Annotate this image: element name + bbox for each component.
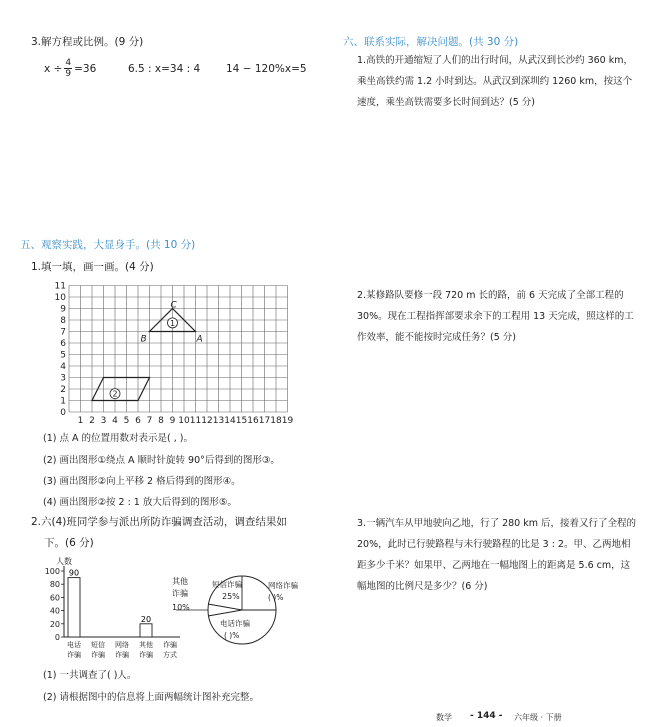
grid-x-tick: 13 (212, 416, 225, 426)
section-5-title: 五、观察实践，大显身手。(共 10 分) (20, 239, 196, 251)
q1-title: 1.填一填，画一画。(4 分) (31, 261, 154, 273)
bar-chart-ylabel: 人数 (56, 557, 72, 566)
bar-chart-category-label: 方式 (163, 651, 177, 659)
grid-y-tick: 3 (60, 373, 66, 384)
grid-y-tick: 8 (60, 316, 66, 326)
pie-phone-label: 电话诈骗 (220, 619, 250, 628)
pie-chart (162, 570, 322, 650)
point-c-label: C (170, 300, 177, 311)
q1-sub-1: (1) 点 A 的位置用数对表示是( , )。 (43, 433, 193, 444)
shape-2-number: 2 (112, 389, 118, 399)
grid-x-tick: 3 (100, 416, 107, 426)
q1-sub-4: (4) 画出图形②按 2 : 1 放大后得到的图形⑤。 (43, 497, 237, 508)
bar-chart-category-label: 网络 (115, 641, 129, 649)
coordinate-grid (52, 276, 302, 428)
pie-other-label-2: 诈骗 (172, 589, 188, 598)
grid-y-tick: 5 (60, 350, 66, 361)
grid-x-tick: 12 (201, 416, 213, 426)
section-6-q2: 2.某修路队要修一段 720 m 长的路，前 6 天完成了全部工程的 30%。现在工程指挥部要求余下的工程用 13 天完成，照这样的工作效率，能不能按时完成任务？(5 分) (357, 290, 634, 343)
footer-subject: 数学 (436, 713, 452, 722)
grid-y-tick: 4 (60, 362, 66, 372)
bar-chart-y-tick: 60 (49, 593, 60, 603)
shape-1-number: 1 (169, 318, 176, 328)
pie-phone-pct: ( )% (224, 631, 240, 640)
grid-x-tick: 8 (158, 416, 164, 426)
footer-page: - 144 - (470, 711, 503, 721)
grid-x-tick: 5 (123, 416, 130, 426)
pie-other-label-1: 其他 (172, 577, 188, 586)
section-6-q1: 1.高铁的开通缩短了人们的出行时间，从武汉到长沙约 360 km，乘坐高铁约需 1.2 小时到达。从武汉到深圳约 1260 km，按这个速度，乘坐高铁需要多长时间到达？(5 分) (357, 55, 633, 108)
grid-y-tick: 7 (60, 327, 66, 338)
footer-grade: 六年级 · 下册 (514, 713, 562, 722)
grid-x-tick: 6 (135, 416, 141, 426)
grid-x-tick: 17 (258, 416, 271, 426)
bar-chart-y-tick: 80 (49, 580, 60, 590)
pie-sms-pct: 25% (222, 592, 240, 601)
q1-sub-2: (2) 画出图形①绕点 A 顺时针旋转 90°后得到的图形③。 (43, 455, 280, 466)
bar-chart-category-label: 诈骗 (115, 651, 129, 659)
pie-net-pct: ( )% (268, 593, 284, 602)
eq1-denominator: 9 (65, 69, 72, 79)
bar (68, 578, 80, 637)
bar-chart-category-label: 诈骗 (91, 651, 105, 659)
section-6-title: 六、联系实际，解决问题。(共 30 分) (343, 36, 519, 48)
grid-x-tick: 10 (178, 416, 190, 426)
equation-1 (44, 58, 96, 79)
point-a-label: A (196, 334, 203, 345)
bar-chart-category-label: 电话 (67, 641, 81, 649)
grid-x-tick: 14 (224, 416, 236, 426)
bar-value-label: 90 (68, 568, 80, 578)
grid-y-tick: 1 (60, 396, 66, 407)
bar-chart-category-label: 诈骗 (67, 651, 81, 659)
bar-value-label: 20 (140, 614, 152, 624)
q2-line-2: 下。(6 分) (44, 537, 94, 549)
pie-sms-label: 短信诈骗 (212, 580, 242, 589)
grid-x-tick: 2 (89, 416, 95, 426)
equation-3: 14 − 120%x=5 (226, 63, 307, 75)
point-b-label: B (140, 334, 147, 345)
eq1-suffix: =36 (74, 62, 97, 75)
grid-x-tick: 11 (189, 416, 202, 426)
grid-x-tick: 15 (235, 416, 248, 426)
grid-y-tick: 11 (54, 281, 66, 292)
grid-x-tick: 9 (169, 416, 176, 426)
q2-sub-2: (2) 请根据图中的信息将上面两幅统计图补充完整。 (43, 692, 259, 703)
bar-chart-category-label: 诈骗 (163, 641, 177, 649)
pie-other-pct: 10% (172, 603, 190, 612)
grid-x-tick: 18 (270, 416, 282, 426)
q3-title: 3.解方程或比例。(9 分) (31, 36, 144, 48)
bar-chart-y-tick: 100 (44, 567, 60, 576)
grid-y-tick: 10 (54, 293, 66, 303)
bar-chart-category-label: 诈骗 (139, 651, 153, 659)
bar-chart-y-tick: 20 (49, 619, 60, 629)
grid-x-tick: 16 (247, 416, 259, 426)
grid-y-tick: 9 (60, 304, 66, 315)
equation-2: 6.5 : x=34 : 4 (128, 63, 201, 75)
bar-chart-y-tick: 40 (49, 606, 60, 616)
bar-chart-category-label: 其他 (139, 641, 153, 649)
pie-net-label: 网络诈骗 (268, 581, 298, 590)
q2-sub-1: (1) 一共调查了( )人。 (43, 670, 137, 681)
q1-sub-3: (3) 画出图形②向上平移 2 格后得到的图形④。 (43, 476, 241, 487)
grid-y-tick: 0 (60, 408, 66, 418)
pie-divider-2 (208, 610, 242, 616)
bar-chart-y-tick: 0 (54, 633, 60, 642)
section-6-q3: 3.一辆汽车从甲地驶向乙地，行了 280 km 后，接着又行了全程的 20%，此时已行驶路程与未行驶路程的比是 3 : 2。甲、乙两地相距多少千米？如果甲、乙两地在一幅地图上的距离是 5.6 cm，这幅地图的比例尺是多少？(6 分) (357, 518, 637, 592)
grid-y-tick: 2 (60, 385, 66, 395)
grid-x-tick: 4 (112, 416, 118, 426)
grid-x-tick: 19 (281, 416, 294, 426)
eq1-numerator: 4 (65, 58, 72, 68)
grid-x-tick: 7 (146, 416, 153, 426)
q2-line-1: 2.六(4)班同学参与派出所防诈骗调查活动，调查结果如 (31, 516, 287, 528)
pie-divider-1 (208, 604, 242, 610)
grid-y-tick: 6 (60, 339, 66, 349)
eq1-prefix: x ÷ (44, 62, 63, 75)
bar-chart-category-label: 短信 (91, 641, 105, 649)
grid-x-tick: 1 (77, 416, 84, 426)
bar (140, 624, 152, 637)
eq1-fraction (64, 58, 72, 79)
